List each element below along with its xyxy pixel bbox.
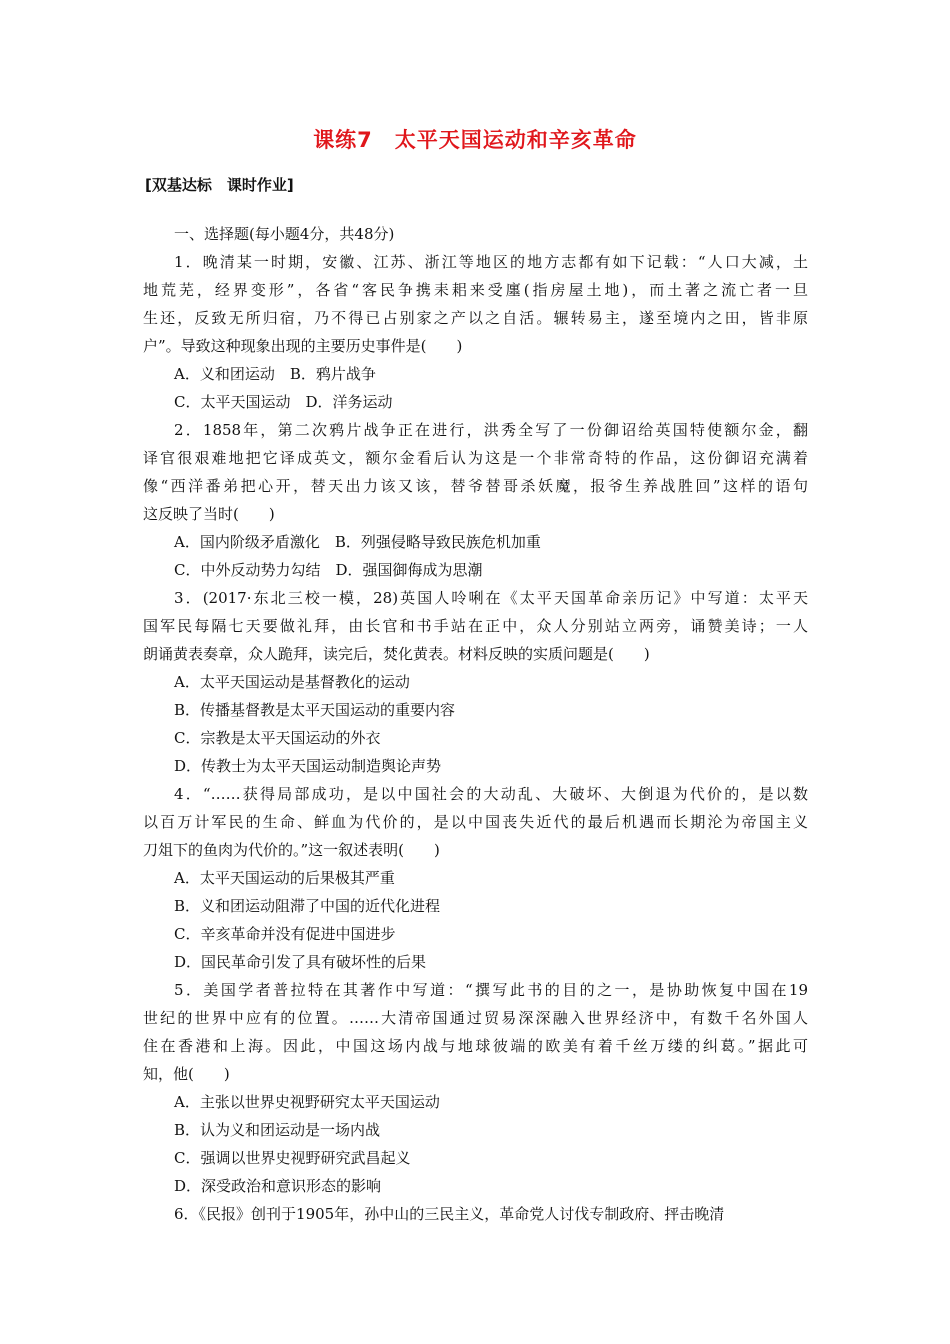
question-1-stem-line: 1．晚清某一时期，安徽、江苏、浙江等地区的地方志都有如下记载：“人口大减，土	[174, 253, 808, 271]
document-body	[143, 220, 808, 1228]
question-5-stem-line: 住在香港和上海。因此，中国这场内战与地球彼端的欧美有着千丝万缕的纠葛。”据此可	[143, 1037, 808, 1055]
question-2-stem-line: 像“西洋番弟把心开，替天出力该又该，替爷替哥杀妖魔，报爷生养战胜回”这样的语句	[143, 477, 808, 495]
question-1-stem-line: 生还，反致无所归宿，乃不得已占别家之产以之自活。辗转易主，遂至境内之田，皆非原	[143, 309, 808, 327]
question-4-option: D．国民革命引发了具有破坏性的后果	[174, 953, 427, 971]
question-3-stem-line: 朗诵黄表奏章，众人跪拜，读完后，焚化黄表。材料反映的实质问题是( )	[143, 645, 650, 663]
question-4-stem-line: 以百万计军民的生命、鲜血为代价的，是以中国丧失近代的最后机遇而长期沦为帝国主义	[143, 813, 808, 831]
question-5-stem-line: 5．美国学者普拉特在其著作中写道：“撰写此书的目的之一，是协助恢复中国在19	[174, 981, 808, 999]
question-2-option: A．国内阶级矛盾激化 B．列强侵略导致民族危机加重	[174, 533, 541, 551]
question-4-option: B．义和团运动阻滞了中国的近代化进程	[174, 897, 441, 915]
question-2-stem-line: 译官很艰难地把它译成英文，额尔金看后认为这是一个非常奇特的作品，这份御诏充满着	[143, 449, 808, 467]
question-5-option: C．强调以世界史视野研究武昌起义	[174, 1149, 411, 1167]
question-6-stem-line: 6．《民报》创刊于1905年，孙中山的三民主义，革命党人讨伐专制政府、抨击晚清	[174, 1205, 725, 1223]
question-5-option: B．认为义和团运动是一场内战	[174, 1121, 381, 1139]
question-4-option: C．辛亥革命并没有促进中国进步	[174, 925, 396, 943]
section-heading: [双基达标 课时作业]	[145, 176, 294, 194]
question-1-option: C．太平天国运动 D．洋务运动	[174, 393, 393, 411]
question-3-option: A．太平天国运动是基督教化的运动	[174, 673, 410, 691]
question-5-stem-line: 世纪的世界中应有的位置。……大清帝国通过贸易深深融入世界经济中，有数千名外国人	[143, 1009, 808, 1027]
question-4-option: A．太平天国运动的后果极其严重	[174, 869, 395, 887]
question-3-stem-line: 国军民每隔七天要做礼拜，由长官和书手站在正中，众人分别站立两旁，诵赞美诗；一人	[143, 617, 808, 635]
question-3-option: D．传教士为太平天国运动制造舆论声势	[174, 757, 442, 775]
question-1-stem-line: 地荒芜，经界变形”，各省“客民争携耒耜来受廛(指房屋土地)，而土著之流亡者一旦	[143, 281, 808, 299]
part-heading: 一、选择题(每小题4分，共48分)	[174, 225, 395, 243]
question-5-option: D．深受政治和意识形态的影响	[174, 1177, 382, 1195]
question-4-stem-line: 刀俎下的鱼肉为代价的。”这一叙述表明( )	[143, 841, 440, 859]
question-4-stem-line: 4．“……获得局部成功，是以中国社会的大动乱、大破坏、大倒退为代价的，是以数	[174, 785, 808, 803]
question-3-option: C．宗教是太平天国运动的外衣	[174, 729, 381, 747]
question-1-stem-line: 户”。导致这种现象出现的主要历史事件是( )	[143, 337, 463, 355]
question-2-option: C．中外反动势力勾结 D．强国御侮成为思潮	[174, 561, 483, 579]
question-3-stem-line: 3．(2017·东北三校一模，28)英国人呤唎在《太平天国革命亲历记》中写道：太平天	[174, 589, 808, 607]
question-2-stem-line: 2．1858年，第二次鸦片战争正在进行，洪秀全写了一份御诏给英国特使额尔金，翻	[174, 421, 808, 439]
page-title: 课练7 太平天国运动和辛亥革命	[313, 128, 637, 152]
question-5-stem-line: 知，他( )	[143, 1065, 230, 1083]
question-1-option: A．义和团运动 B．鸦片战争	[174, 365, 376, 383]
question-2-stem-line: 这反映了当时( )	[143, 505, 275, 523]
question-3-option: B．传播基督教是太平天国运动的重要内容	[174, 701, 456, 719]
question-5-option: A．主张以世界史视野研究太平天国运动	[174, 1093, 440, 1111]
